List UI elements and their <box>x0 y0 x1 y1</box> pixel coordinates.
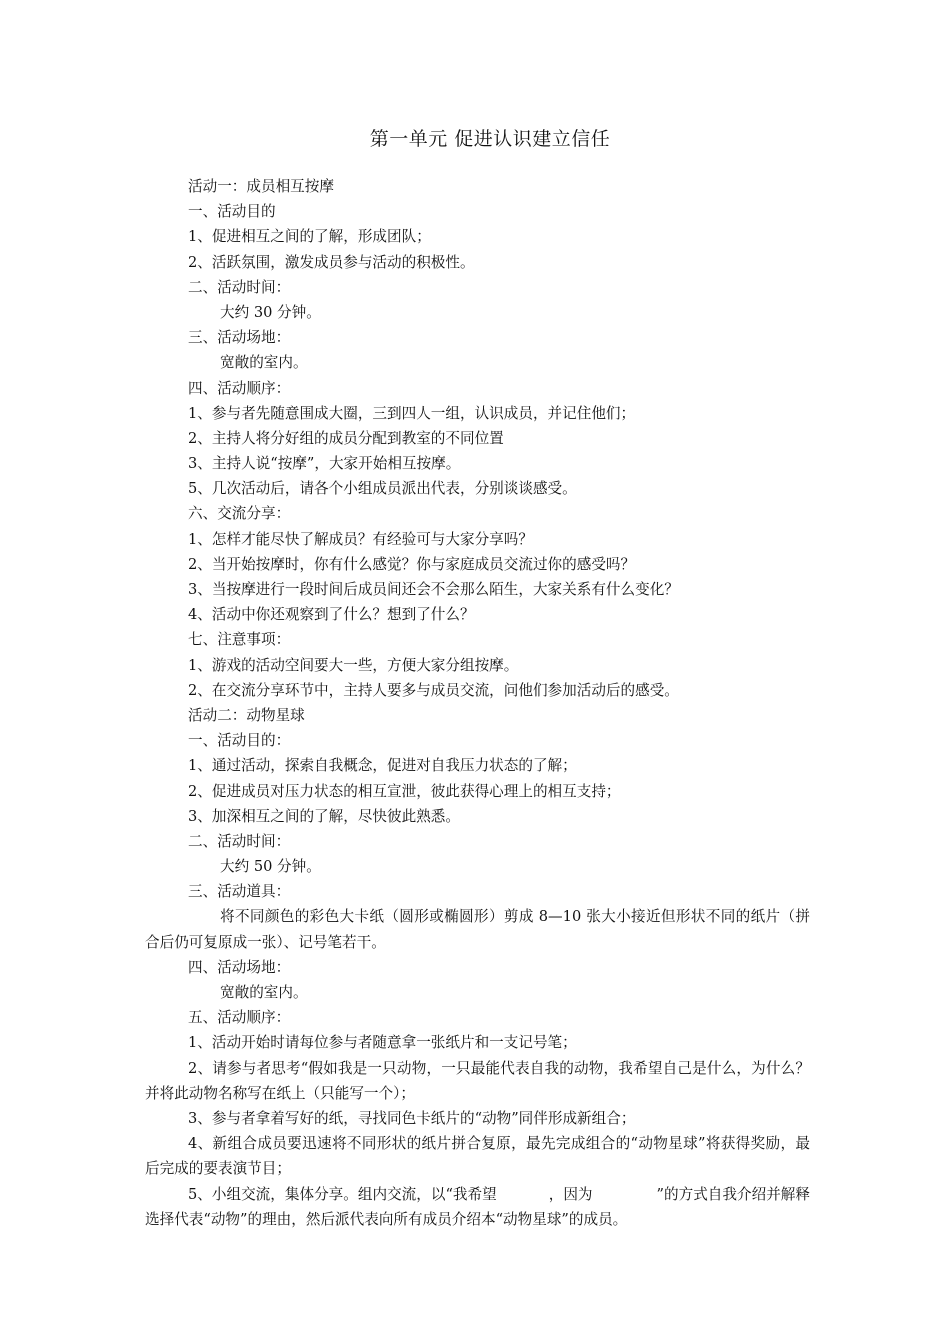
activity1-order-item: 5、几次活动后，请各个小组成员派出代表，分别谈谈感受。 <box>188 480 577 498</box>
activity2-order-item: 4、新组合成员要迅速将不同形状的纸片拼合复原，最先完成组合的“动物星球”将获得奖励，最后完成的要表演节目； <box>145 1135 810 1178</box>
order-5-part-c: ”的方式自我介绍并解释选择代表“动物”的理由，然后派代表向所有成员介绍本“动物星球”的成员。 <box>145 1185 810 1228</box>
activity1-heading: 活动一：成员相互按摩 <box>188 178 334 195</box>
activity2-order-item-5 <box>145 1182 810 1232</box>
activity1-share-item: 4、活动中你还观察到了什么？想到了什么？ <box>188 606 475 624</box>
page-title: 第一单元 促进认识建立信任 <box>369 128 611 150</box>
activity2-purpose-heading: 一、活动目的： <box>188 732 291 750</box>
activity1-notes-item: 1、游戏的活动空间要大一些，方便大家分组按摩。 <box>188 656 519 674</box>
activity1-order-item: 2、主持人将分好组的成员分配到教室的不同位置 <box>188 429 504 447</box>
activity1-order-item: 1、参与者先随意围成大圈，三到四人一组，认识成员，并记住他们； <box>188 404 636 422</box>
activity1-purpose-item: 1、促进相互之间的了解，形成团队； <box>188 228 431 246</box>
activity2-order-item: 1、活动开始时请每位参与者随意拿一张纸片和一支记号笔； <box>188 1034 577 1052</box>
activity2-order-item: 2、请参与者思考“假如我是一只动物，一只最能代表自我的动物，我希望自己是什么，为什么？并将此动物名称写在纸上（只能写一个）； <box>145 1059 810 1102</box>
activity1-order-heading: 四、活动顺序： <box>188 379 291 397</box>
activity1-share-item: 2、当开始按摩时，你有什么感觉？你与家庭成员交流过你的感受吗？ <box>188 555 636 573</box>
activity2-order-item: 3、参与者拿着写好的纸，寻找同色卡纸片的“动物”同伴形成新组合； <box>188 1110 636 1127</box>
activity1-notes-item: 2、在交流分享环节中，主持人要多与成员交流，问他们参加活动后的感受。 <box>188 681 679 699</box>
document-body <box>145 174 810 1232</box>
activity2-props-value: 将不同颜色的彩色大卡纸（圆形或椭圆形）剪成 8—10 张大小接近但形状不同的纸片（拼合后仍可复原成一张）、记号笔若干。 <box>145 908 810 951</box>
activity1-purpose-item: 2、活跃氛围，激发成员参与活动的积极性。 <box>188 253 475 271</box>
activity2-order-heading: 五、活动顺序： <box>188 1009 291 1027</box>
order-5-part-b: ，因为 <box>548 1185 593 1203</box>
activity1-share-item: 1、怎样才能尽快了解成员？有经验可与大家分享吗？ <box>188 530 533 548</box>
activity2-time-value: 大约 50 分钟。 <box>220 858 321 876</box>
activity1-purpose-heading: 一、活动目的 <box>188 203 276 221</box>
order-5-part-a: 5、小组交流，集体分享。组内交流，以“我希望 <box>188 1185 497 1203</box>
activity2-purpose-item: 1、通过活动，探索自我概念，促进对自我压力状态的了解； <box>188 757 577 775</box>
activity2-time-heading: 二、活动时间： <box>188 832 291 850</box>
activity2-place-heading: 四、活动场地： <box>188 958 291 976</box>
activity2-purpose-item: 3、加深相互之间的了解，尽快彼此熟悉。 <box>188 807 460 825</box>
activity1-notes-heading: 七、注意事项： <box>188 631 291 649</box>
activity1-place-value: 宽敞的室内。 <box>220 354 308 372</box>
activity2-purpose-item: 2、促进成员对压力状态的相互宣泄，彼此获得心理上的相互支持； <box>188 782 621 800</box>
activity2-props-heading: 三、活动道具： <box>188 883 291 901</box>
activity2-heading: 活动二：动物星球 <box>188 706 305 724</box>
activity1-time-value: 大约 30 分钟。 <box>220 303 321 321</box>
activity1-order-item: 3、主持人说“按摩”，大家开始相互按摩。 <box>188 455 461 473</box>
activity1-share-item: 3、当按摩进行一段时间后成员间还会不会那么陌生，大家关系有什么变化？ <box>188 581 679 598</box>
activity1-place-heading: 三、活动场地： <box>188 329 291 347</box>
activity2-place-value: 宽敞的室内。 <box>220 984 308 1002</box>
activity1-share-heading: 六、交流分享： <box>188 505 291 523</box>
activity1-time-heading: 二、活动时间： <box>188 278 291 296</box>
